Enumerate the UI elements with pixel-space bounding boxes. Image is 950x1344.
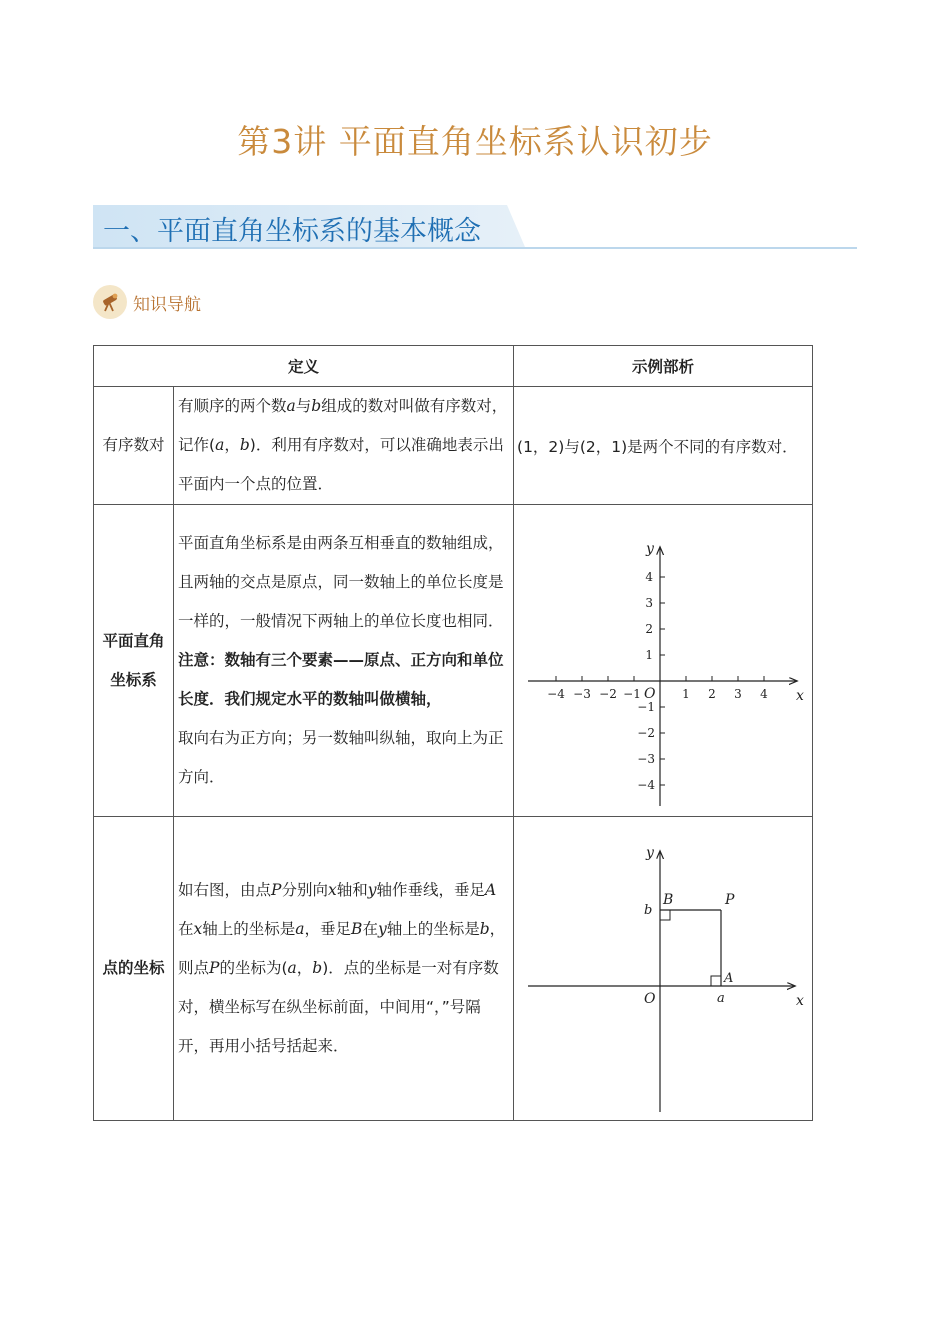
text-fragment: 在	[362, 920, 378, 938]
x-tick-label: −3	[573, 686, 591, 701]
text-fragment: )．点的坐标是一对有序数对，横坐标写在纵坐标前面，中间用“，”号隔开，再用小括号括起来．	[178, 959, 499, 1055]
example-coordinate-graph	[514, 505, 813, 817]
x-tick-label: 3	[734, 686, 742, 701]
var-a: a	[287, 959, 297, 977]
var-b: b	[312, 959, 323, 977]
var-y: y	[367, 881, 377, 899]
var-b: b	[311, 397, 322, 415]
def-note: 注意：数轴有三个要素——原点、正方向和单位长度．我们规定水平的数轴叫做横轴，	[178, 651, 504, 708]
var-a: a	[215, 436, 225, 454]
x-tick-label: −1	[623, 686, 641, 701]
header-definition: 定义	[94, 346, 514, 387]
row-label-point-coordinate: 点的坐标	[94, 817, 174, 1121]
example-ordered-pair: (1，2)与(2，1)是两个不同的有序数对．	[514, 387, 813, 505]
text-fragment: 轴和	[336, 881, 368, 899]
example-point-graph	[514, 817, 813, 1121]
x-tick-label: 1	[682, 686, 690, 701]
var-a: a	[286, 397, 296, 415]
def-text: 平面直角坐标系是由两条互相垂直的数轴组成，且两轴的交点是原点，同一数轴上的单位长度是一样的，一般情况下两轴上的单位长度也相同．	[178, 534, 504, 630]
var-a: a	[295, 920, 305, 938]
y-tick-label: −1	[637, 699, 656, 714]
x-axis-label: x	[796, 992, 804, 1009]
label-line: 坐标系	[110, 670, 157, 689]
text-fragment: 与	[295, 397, 312, 415]
row-label-ordered-pair: 有序数对	[94, 387, 174, 505]
point-coordinate-graph	[518, 824, 808, 1114]
origin-label: O	[644, 685, 656, 702]
x-tick-label: 4	[760, 686, 768, 701]
x-tick-label: −4	[547, 686, 565, 701]
x-tick-label: −2	[599, 686, 617, 701]
text-fragment: 轴上的坐标是	[202, 920, 296, 938]
section-heading: 一、平面直角坐标系的基本概念	[103, 216, 481, 247]
coord-a-label: a	[717, 990, 725, 1006]
text-fragment: ，	[296, 959, 313, 977]
label-line: 平面直角	[102, 631, 165, 650]
y-tick-label: −2	[637, 725, 656, 740]
x-tick-label: 2	[708, 686, 716, 701]
var-A: A	[485, 881, 497, 899]
y-tick-label: 1	[645, 647, 654, 662]
text-fragment: 有顺序的两个数	[178, 397, 287, 415]
var-B: B	[351, 920, 363, 938]
x-axis-label: x	[796, 687, 804, 704]
text-fragment: 分别向	[281, 881, 328, 899]
concept-table	[93, 345, 813, 1121]
page-title: 第3讲 平面直角坐标系认识初步	[237, 122, 713, 161]
text-fragment: 的坐标为(	[219, 959, 288, 977]
var-b: b	[239, 436, 250, 454]
section-header	[93, 205, 857, 250]
table-header-row	[94, 346, 813, 387]
text-fragment: 组成的数对叫做有序数对，记作(	[178, 397, 508, 454]
text-fragment: ，则点	[178, 920, 506, 977]
table-row	[94, 505, 813, 817]
y-axis-label: y	[646, 844, 654, 861]
knowledge-nav	[93, 285, 201, 319]
definition-coordinate-system	[174, 505, 514, 817]
right-angle-mark-B	[660, 910, 670, 920]
table-row	[94, 387, 813, 505]
y-tick-label: 3	[645, 595, 654, 610]
table-row	[94, 817, 813, 1121]
y-tick-label: −3	[637, 751, 656, 766]
text-fragment: 轴作垂线，垂足	[376, 881, 486, 899]
definition-point-coordinate	[174, 817, 514, 1121]
header-example: 示例部析	[514, 346, 813, 387]
point-B-label: B	[663, 891, 674, 908]
row-label-coordinate-system	[94, 505, 174, 817]
point-A-label: A	[724, 970, 734, 986]
text-fragment: ，垂足	[304, 920, 352, 938]
knowledge-nav-label: 知识导航	[133, 294, 201, 315]
y-tick-label: −4	[637, 777, 656, 792]
telescope-icon	[93, 285, 127, 319]
text-fragment: 在	[178, 920, 194, 938]
var-x: x	[327, 881, 337, 899]
def-tail: 取向右为正方向；另一数轴叫纵轴，取向上为正方向．	[178, 729, 504, 786]
text-fragment: 轴上的坐标是	[386, 920, 480, 938]
coordinate-axes-graph	[518, 516, 808, 806]
origin-label: O	[644, 990, 656, 1007]
y-axis-label: y	[646, 540, 654, 557]
right-angle-mark-A	[711, 976, 721, 986]
var-y: y	[377, 920, 387, 938]
point-P-label: P	[725, 891, 735, 908]
definition-ordered-pair	[174, 387, 514, 505]
var-P: P	[271, 881, 282, 899]
text-fragment: )．利用有序数对，可以准确地表示出平面内一个点的位置．	[178, 436, 504, 493]
y-tick-label: 4	[645, 569, 654, 584]
y-tick-label: 2	[645, 621, 654, 636]
text-fragment: 如右图，由点	[178, 881, 272, 899]
var-b: b	[479, 920, 490, 938]
var-P: P	[209, 959, 220, 977]
coord-b-label: b	[644, 902, 653, 918]
text-fragment: ，	[224, 436, 240, 454]
var-x: x	[193, 920, 203, 938]
